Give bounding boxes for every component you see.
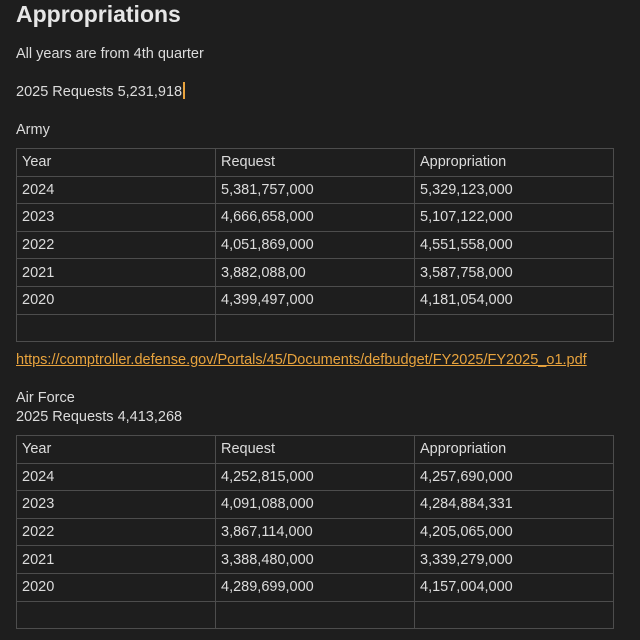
header-cell-year[interactable]: Year bbox=[17, 149, 216, 177]
table-header-row bbox=[17, 436, 614, 464]
table-row bbox=[17, 286, 614, 314]
table-cell[interactable]: 4,181,054,000 bbox=[415, 286, 614, 314]
table-cell[interactable]: 4,289,699,000 bbox=[216, 573, 415, 601]
table-cell[interactable] bbox=[216, 314, 415, 342]
table-row bbox=[17, 176, 614, 204]
table-cell[interactable]: 3,388,480,000 bbox=[216, 546, 415, 574]
table-row-empty bbox=[17, 314, 614, 342]
table-row bbox=[17, 546, 614, 574]
table-cell[interactable]: 3,882,088,00 bbox=[216, 259, 415, 287]
table-header-row bbox=[17, 149, 614, 177]
table-cell[interactable]: 5,107,122,000 bbox=[415, 204, 614, 232]
table-row bbox=[17, 573, 614, 601]
army-request-text[interactable]: 2025 Requests 5,231,918 bbox=[16, 84, 183, 100]
table-cell[interactable]: 5,329,123,000 bbox=[415, 176, 614, 204]
header-cell-appropriation[interactable]: Appropriation bbox=[415, 436, 614, 464]
table-cell[interactable]: 3,867,114,000 bbox=[216, 518, 415, 546]
table-cell[interactable] bbox=[17, 314, 216, 342]
table-cell[interactable]: 3,587,758,000 bbox=[415, 259, 614, 287]
table-cell[interactable] bbox=[216, 601, 415, 629]
table-cell[interactable]: 4,051,869,000 bbox=[216, 231, 415, 259]
table-cell[interactable]: 2024 bbox=[17, 463, 216, 491]
table-cell[interactable]: 2021 bbox=[17, 259, 216, 287]
table-cell[interactable]: 2021 bbox=[17, 546, 216, 574]
table-cell[interactable]: 2023 bbox=[17, 204, 216, 232]
table-row bbox=[17, 491, 614, 519]
table-cell[interactable]: 2022 bbox=[17, 231, 216, 259]
budget-pdf-link[interactable]: https://comptroller.defense.gov/Portals/45/Documents/defbudget/FY2025/FY2025_o1.pdf bbox=[16, 352, 587, 368]
table-cell[interactable]: 2020 bbox=[17, 286, 216, 314]
table-cell[interactable]: 4,091,088,000 bbox=[216, 491, 415, 519]
table-cell[interactable] bbox=[415, 601, 614, 629]
army-table[interactable] bbox=[16, 148, 614, 342]
table-row-empty bbox=[17, 601, 614, 629]
table-cell[interactable] bbox=[17, 601, 216, 629]
airforce-heading[interactable]: Air Force bbox=[16, 390, 75, 406]
table-row bbox=[17, 231, 614, 259]
table-row bbox=[17, 463, 614, 491]
table-cell[interactable]: 4,284,884,331 bbox=[415, 491, 614, 519]
table-cell[interactable]: 3,339,279,000 bbox=[415, 546, 614, 574]
table-cell[interactable]: 4,157,004,000 bbox=[415, 573, 614, 601]
table-cell[interactable]: 2023 bbox=[17, 491, 216, 519]
table-row bbox=[17, 518, 614, 546]
army-heading[interactable]: Army bbox=[16, 122, 50, 138]
airforce-request-line[interactable]: 2025 Requests 4,413,268 bbox=[16, 409, 183, 425]
table-cell[interactable]: 2024 bbox=[17, 176, 216, 204]
table-row bbox=[17, 259, 614, 287]
table-cell[interactable]: 4,252,815,000 bbox=[216, 463, 415, 491]
page-title[interactable]: Appropriations bbox=[16, 1, 181, 27]
table-cell[interactable]: 4,551,558,000 bbox=[415, 231, 614, 259]
table-cell[interactable]: 4,257,690,000 bbox=[415, 463, 614, 491]
table-cell[interactable]: 4,399,497,000 bbox=[216, 286, 415, 314]
table-cell[interactable]: 2020 bbox=[17, 573, 216, 601]
table-cell[interactable]: 2022 bbox=[17, 518, 216, 546]
text-cursor bbox=[183, 82, 185, 99]
header-cell-appropriation[interactable]: Appropriation bbox=[415, 149, 614, 177]
table-cell[interactable]: 4,666,658,000 bbox=[216, 204, 415, 232]
table-cell[interactable]: 4,205,065,000 bbox=[415, 518, 614, 546]
header-cell-year[interactable]: Year bbox=[17, 436, 216, 464]
airforce-table[interactable] bbox=[16, 435, 614, 629]
header-cell-request[interactable]: Request bbox=[216, 436, 415, 464]
table-cell[interactable]: 5,381,757,000 bbox=[216, 176, 415, 204]
table-row bbox=[17, 204, 614, 232]
table-cell[interactable] bbox=[415, 314, 614, 342]
header-cell-request[interactable]: Request bbox=[216, 149, 415, 177]
army-request-line[interactable] bbox=[16, 82, 185, 102]
note-text[interactable]: All years are from 4th quarter bbox=[16, 46, 204, 62]
